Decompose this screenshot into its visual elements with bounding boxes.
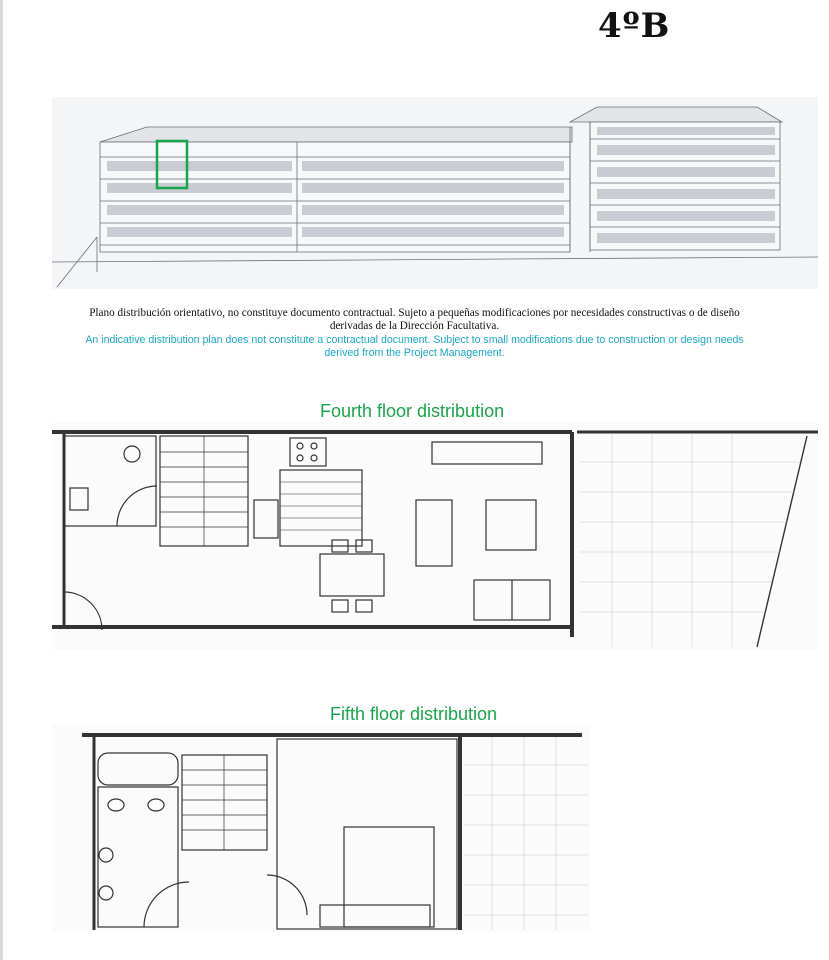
disclaimer-spanish-line2: derivadas de la Dirección Facultativa. <box>329 319 500 332</box>
unit-title: 4ºB <box>598 6 671 46</box>
fourth-floor-title: Fourth floor distribution <box>320 401 505 421</box>
fifth-floor-title: Fifth floor distribution <box>330 704 498 724</box>
disclaimer-english-line2: derived from the Project Management. <box>324 346 505 359</box>
disclaimer-english <box>40 334 789 359</box>
fourth-floor-plan <box>52 422 818 650</box>
disclaimer-spanish-line1: Plano distribución orientativo, no constituye documento contractual. Sujeto a pequeñas modificaciones por necesidades constructivas o de diseño <box>89 307 740 319</box>
fifth-floor-plan <box>52 725 591 932</box>
disclaimer-spanish <box>40 307 789 332</box>
page-left-border <box>0 0 3 960</box>
building-elevation <box>52 97 818 289</box>
disclaimer-english-line1: An indicative distribution plan does not constitute a contractual document. Subject to small modifications due to construction or design needs <box>85 334 744 346</box>
